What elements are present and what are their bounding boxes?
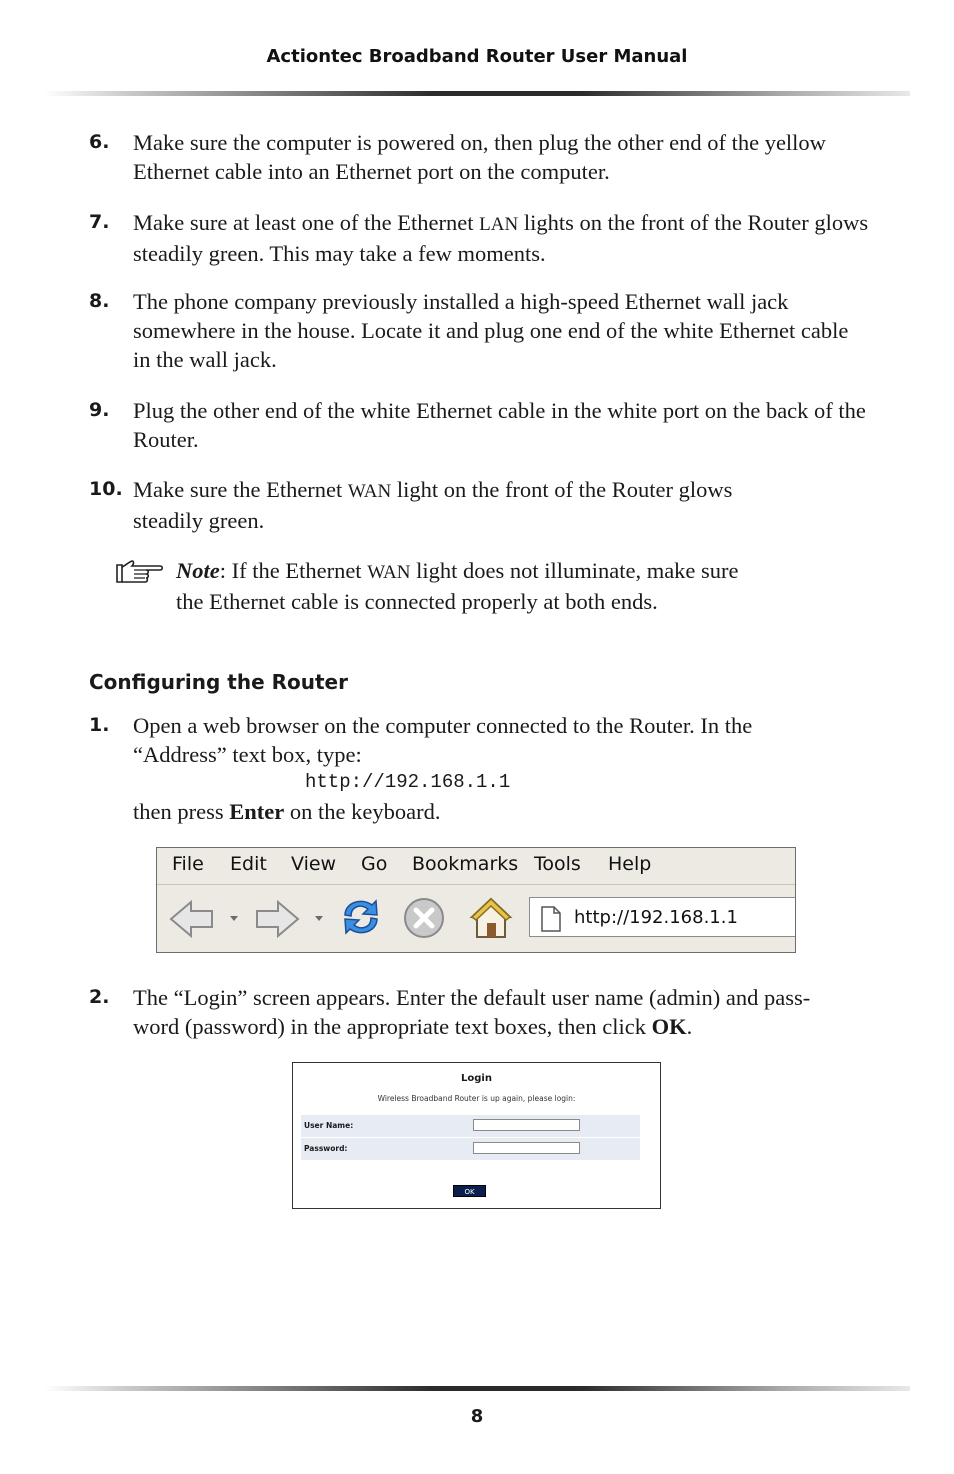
ok-button[interactable]: OK [453, 1185, 486, 1197]
forward-arrow-icon[interactable] [254, 899, 300, 943]
step-text: The phone company previously installed a high-speed Ethernet wall jack somewhere in the house. Locate it and plug one end of the white Ethernet cable in the wall jack. [133, 289, 849, 372]
menu-tools[interactable]: Tools [534, 853, 581, 875]
username-label: User Name: [304, 1121, 354, 1130]
pointing-hand-icon [116, 558, 164, 591]
menu-edit[interactable]: Edit [230, 853, 267, 875]
config-step-2 [89, 983, 869, 1041]
navigation-bar [157, 885, 795, 953]
stop-icon[interactable] [403, 897, 445, 943]
login-title: Login [461, 1073, 492, 1084]
note [116, 556, 816, 616]
address-field[interactable] [529, 897, 796, 937]
back-arrow-icon[interactable] [169, 899, 215, 943]
step-text: Make sure the Ethernet WAN light on the front of the Router glows steadily green. [133, 477, 733, 533]
menu-bar [157, 848, 795, 885]
step-text: Make sure at least one of the Ethernet LAN lights on the front of the Router glows steadily green. This may take a few moments. [133, 210, 869, 266]
menu-help[interactable]: Help [608, 853, 652, 875]
note-text: Note: If the Ethernet WAN light does not illuminate, make sure the Ethernet cable is connected properly at both ends. [176, 558, 739, 614]
config-step-1 [89, 711, 869, 769]
section-heading: Configuring the Router [89, 670, 348, 694]
step-number: 9. [89, 399, 110, 421]
password-label: Password: [304, 1144, 348, 1153]
password-row [301, 1138, 640, 1160]
reload-icon[interactable] [339, 895, 383, 943]
step-number: 10. [89, 478, 123, 500]
step-number: 2. [89, 986, 110, 1008]
footer-rule [44, 1386, 910, 1391]
username-input[interactable] [473, 1119, 580, 1131]
login-subtitle: Wireless Broadband Router is up again, please login: [377, 1094, 576, 1103]
back-dropdown-icon[interactable] [230, 916, 238, 921]
step-6 [89, 128, 869, 186]
menu-file[interactable]: File [172, 853, 204, 875]
password-input[interactable] [473, 1142, 580, 1154]
step-text: The “Login” screen appears. Enter the default user name (admin) and pass- word (password) in the appropriate text boxes, then click OK. [133, 985, 811, 1039]
then-press-text: then press Enter on the keyboard. [133, 799, 441, 824]
header-rule [44, 91, 910, 96]
menu-go[interactable]: Go [361, 853, 388, 875]
step-number: 7. [89, 211, 110, 233]
step-8 [89, 287, 869, 374]
username-row [301, 1115, 640, 1137]
manual-title: Actiontec Broadband Router User Manual [266, 46, 688, 67]
page-icon [540, 906, 562, 936]
home-icon[interactable] [468, 895, 514, 945]
login-screen-figure [292, 1062, 661, 1209]
page-number: 8 [470, 1406, 484, 1427]
step-text: Make sure the computer is powered on, then plug the other end of the yellow Ethernet cable into an Ethernet port on the computer. [133, 130, 826, 184]
url-example: http://192.168.1.1 [305, 771, 511, 793]
browser-toolbar-figure [156, 847, 796, 953]
step-7 [89, 208, 869, 268]
step-text: Open a web browser on the computer connected to the Router. In the “Address” text box, type: [133, 713, 753, 767]
step-10 [89, 475, 869, 535]
step-9 [89, 396, 869, 454]
step-number: 1. [89, 714, 110, 736]
menu-view[interactable]: View [291, 853, 337, 875]
step-number: 6. [89, 131, 110, 153]
forward-dropdown-icon[interactable] [315, 916, 323, 921]
address-text: http://192.168.1.1 [574, 907, 738, 928]
step-number: 8. [89, 290, 110, 312]
menu-bookmarks[interactable]: Bookmarks [412, 853, 519, 875]
step-text: Plug the other end of the white Ethernet cable in the white port on the back of the Router. [133, 398, 866, 452]
